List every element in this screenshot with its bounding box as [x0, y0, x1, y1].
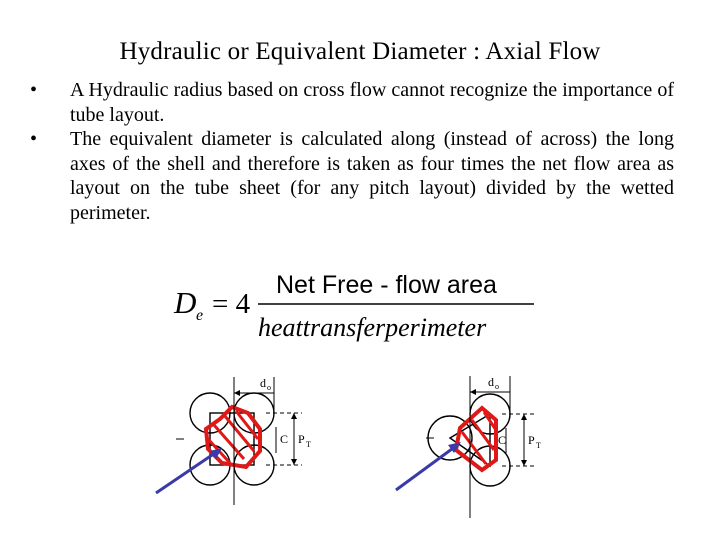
- equivalent-diameter-formula: [170, 262, 550, 347]
- bullet-text: The equivalent diameter is calculated along (instead of across) the long axes of the shell and therefore is taken as four times the net flow area as layout on the tube sheet (for any pitch layout) divided by the wetted perimeter.: [70, 128, 674, 224]
- bullet-text: A Hydraulic radius based on cross flow cannot recognize the importance of tube layout.: [70, 79, 674, 126]
- arrowhead: [521, 460, 527, 466]
- flow-arrow-icon: [396, 446, 456, 490]
- pt-label: P: [528, 433, 535, 447]
- do-label-subscript: o: [495, 382, 499, 391]
- bullet-item: [28, 78, 674, 127]
- pt-label-subscript: T: [306, 440, 311, 449]
- formula-numerator: Net Free - flow area: [276, 271, 497, 299]
- arrowhead: [291, 413, 297, 419]
- arrowhead: [234, 390, 240, 396]
- bullet-icon: •: [30, 79, 38, 101]
- square-pitch-diagram: [150, 355, 325, 505]
- triangular-pitch-diagram: [390, 370, 565, 520]
- bullet-icon: •: [30, 128, 38, 150]
- bullet-item: [28, 127, 674, 225]
- formula-coefficient: = 4: [212, 288, 251, 320]
- formula-lhs-symbol: D: [174, 285, 197, 320]
- free-flow-area-outline: [206, 407, 260, 467]
- do-label: d: [488, 375, 494, 389]
- bullet-list: [28, 78, 674, 225]
- do-label: d: [260, 376, 266, 390]
- formula-lhs-subscript: e: [196, 307, 204, 324]
- do-label-subscript: o: [267, 383, 271, 392]
- c-label: C: [498, 433, 507, 447]
- pt-label: P: [298, 432, 305, 446]
- arrowhead: [521, 414, 527, 420]
- slide-title: Hydraulic or Equivalent Diameter : Axial Flow: [119, 38, 601, 65]
- pt-label-subscript: T: [536, 441, 541, 450]
- formula-denominator: heattransferperimeter: [258, 313, 487, 342]
- c-label: C: [280, 432, 289, 446]
- flow-arrow-icon: [156, 451, 218, 493]
- arrowhead: [470, 389, 476, 395]
- arrowhead: [291, 459, 297, 465]
